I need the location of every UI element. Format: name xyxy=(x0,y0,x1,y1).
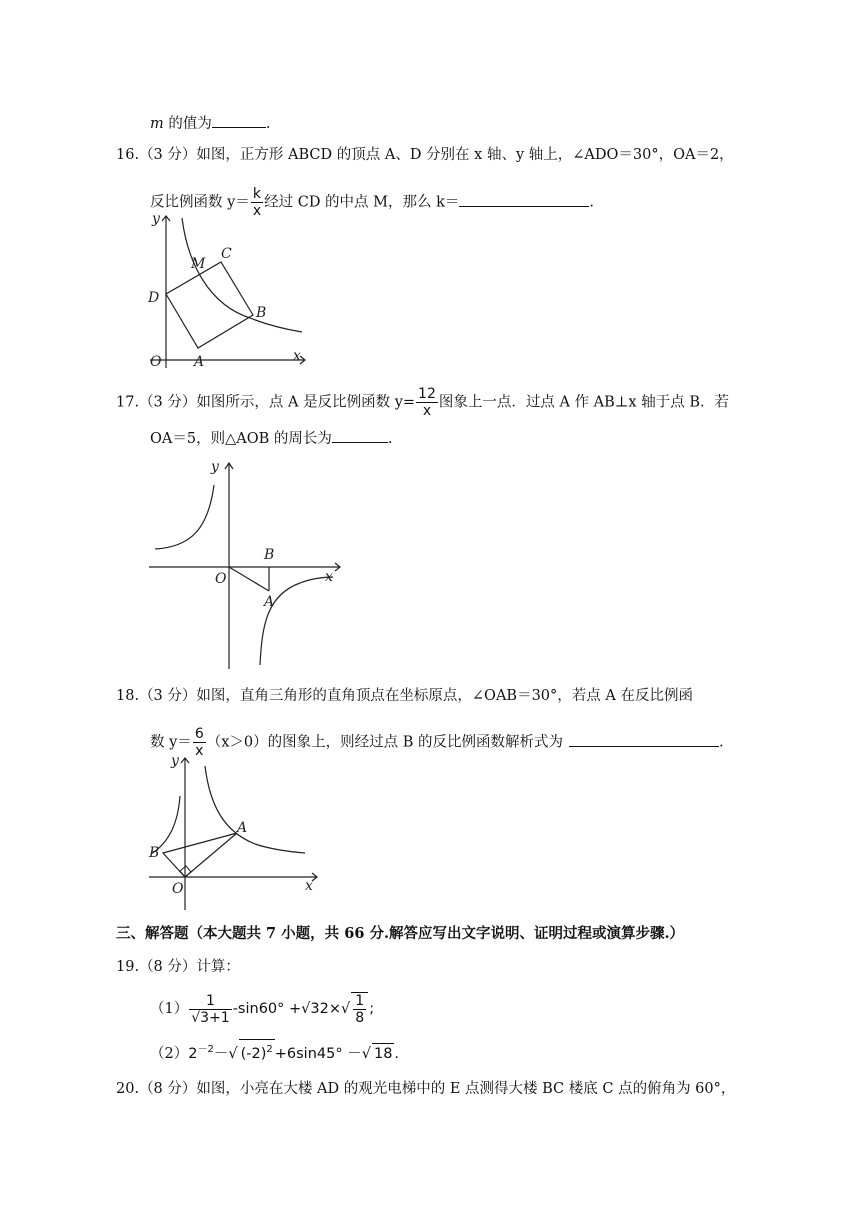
q16-frac-den: x xyxy=(252,203,262,219)
q18-line1 xyxy=(116,686,693,706)
q16-label-C: C xyxy=(221,246,232,262)
q15-answer-blank xyxy=(212,113,266,128)
q18-stem-1: 如图，直角三角形的直角顶点在坐标原点，∠OAB＝30°，若点 A 在反比例函 xyxy=(196,688,693,704)
q17-frac-num: 12 xyxy=(418,386,436,402)
q18-answer-blank xyxy=(569,732,719,747)
q16-label-A: A xyxy=(194,354,205,370)
q16-label-x: x xyxy=(293,348,301,364)
q18-label-O: O xyxy=(172,881,184,897)
q17-frac-den: x xyxy=(422,403,432,419)
q20-number: 20. xyxy=(116,1081,140,1097)
q19-p2-minus2: － xyxy=(347,1045,362,1062)
q19-p2-end: . xyxy=(394,1045,400,1062)
q19-p1-end: ; xyxy=(369,1001,375,1017)
section-3-heading xyxy=(116,924,684,944)
q20-text: 如图，小亮在大楼 AD 的观光电梯中的 E 点测得大楼 BC 楼底 C 点的俯角为 60°， xyxy=(196,1081,736,1097)
q17-fraction xyxy=(416,386,438,419)
q16-stem-1: 如图，正方形 ABCD 的顶点 A、D 分别在 x 轴、y 轴上，∠ADO＝30°，OA＝2， xyxy=(196,147,734,163)
q19-p1-fraction xyxy=(189,993,231,1026)
q16-label-D: D xyxy=(148,290,160,306)
q19-p1-sqrt-num: 1 xyxy=(355,993,365,1009)
q19-number: 19. xyxy=(116,959,140,975)
q18-figure xyxy=(145,752,325,912)
q17-number: 17. xyxy=(116,394,140,411)
q18-frac-num: 6 xyxy=(194,726,204,742)
q17-stem-1b: 图象上一点．过点 A 作 AB⊥x 轴于点 B．若 xyxy=(438,394,729,411)
q19-text: 计算： xyxy=(196,959,240,975)
q15-end: . xyxy=(265,116,271,132)
q19-p2-sqrt-content: (-2) xyxy=(240,1045,267,1062)
q18-number: 18. xyxy=(116,688,140,704)
q19-p1-label: （1） xyxy=(150,1001,189,1017)
q15-text: 的值为 xyxy=(168,116,212,132)
q16-answer-blank xyxy=(459,192,589,207)
q19-p2-radical-sign: √ xyxy=(228,1045,238,1062)
q17-stem-1a: 如图所示，点 A 是反比例函数 y= xyxy=(196,394,416,411)
q16-line1 xyxy=(116,145,734,165)
q19-p2-sqrt2: 18 xyxy=(372,1043,394,1064)
q18-stem-2b: （x＞0）的图象上，则经过点 B 的反比例函数解析式为 xyxy=(206,734,564,751)
q17-stem-2: OA＝5，则△AOB 的周长为 xyxy=(150,431,332,447)
q19-p1-sqrt-fraction xyxy=(351,992,368,1026)
q17-label-x: x xyxy=(325,569,333,585)
q19-score: （8 分） xyxy=(139,959,197,975)
q16-score: （3 分） xyxy=(139,147,197,163)
q19-p2-sin: +6sin45° xyxy=(274,1045,343,1062)
q16-stem-2b: 经过 CD 的中点 M，那么 k＝ xyxy=(264,194,460,211)
q20-score: （8 分） xyxy=(139,1081,197,1097)
q17-label-O: O xyxy=(215,571,227,587)
q17-label-y: y xyxy=(211,459,219,475)
q19-p1-frac-num: 1 xyxy=(189,993,231,1010)
q18-frac-den: x xyxy=(195,743,204,759)
q17-score: （3 分） xyxy=(139,394,197,411)
q17-label-A: A xyxy=(264,594,275,610)
q19-p2-sqrt xyxy=(239,1039,275,1064)
q16-label-y: y xyxy=(152,211,160,227)
q19-p1-radical-sign: √ xyxy=(341,1001,351,1017)
section-3-heading-text: 三、解答题（本大题共 7 小题，共 66 分.解答应写出文字说明、证明过程或演算步骤.） xyxy=(116,925,685,942)
q18-label-A: A xyxy=(237,820,248,836)
q19-part2 xyxy=(150,1039,399,1064)
q16-end: . xyxy=(589,194,595,211)
q17-end: . xyxy=(387,431,393,447)
q18-label-B: B xyxy=(149,845,160,861)
q17-line1 xyxy=(116,386,729,419)
q17-answer-blank xyxy=(332,428,388,443)
q17-figure xyxy=(145,455,345,670)
q19-p1-frac-den: √3+1 xyxy=(191,1009,230,1026)
q15-tail xyxy=(150,113,270,134)
q19-p2-base: 2 xyxy=(188,1045,198,1062)
q17-label-B: B xyxy=(264,547,275,563)
q16-figure xyxy=(140,210,310,370)
q20-line xyxy=(116,1079,735,1099)
q18-end: . xyxy=(719,734,724,751)
q18-score: （3 分） xyxy=(139,688,197,704)
q18-label-x: x xyxy=(305,878,313,894)
q19-p1-rest2: +√32 xyxy=(289,1001,329,1017)
q16-number: 16. xyxy=(116,147,140,163)
q19-p1-sqrt-den: 8 xyxy=(355,1010,365,1026)
q19-p2-label: （2） xyxy=(150,1045,189,1062)
q16-frac-num: k xyxy=(251,186,263,203)
q16-stem-2a: 反比例函数 y＝ xyxy=(150,194,250,211)
q16-label-M: M xyxy=(191,256,206,272)
q16-label-O: O xyxy=(150,354,162,370)
q16-label-B: B xyxy=(256,305,267,321)
q19-p2-minus: － xyxy=(213,1045,229,1062)
q19-p1-times: × xyxy=(328,1001,342,1017)
q18-stem-2a: 数 y＝ xyxy=(150,734,192,751)
q19-p1-rest1: -sin60° xyxy=(232,1001,285,1017)
q15-var: m xyxy=(150,116,164,132)
q19-line xyxy=(116,957,240,977)
q19-p2-exponent: －2 xyxy=(197,1044,214,1055)
q19-part1 xyxy=(150,992,374,1026)
q19-p2-square: 2 xyxy=(266,1044,273,1055)
q18-label-y: y xyxy=(171,753,179,769)
q17-line2 xyxy=(150,428,392,449)
q19-p2-radical-sign-2: √ xyxy=(361,1045,371,1062)
